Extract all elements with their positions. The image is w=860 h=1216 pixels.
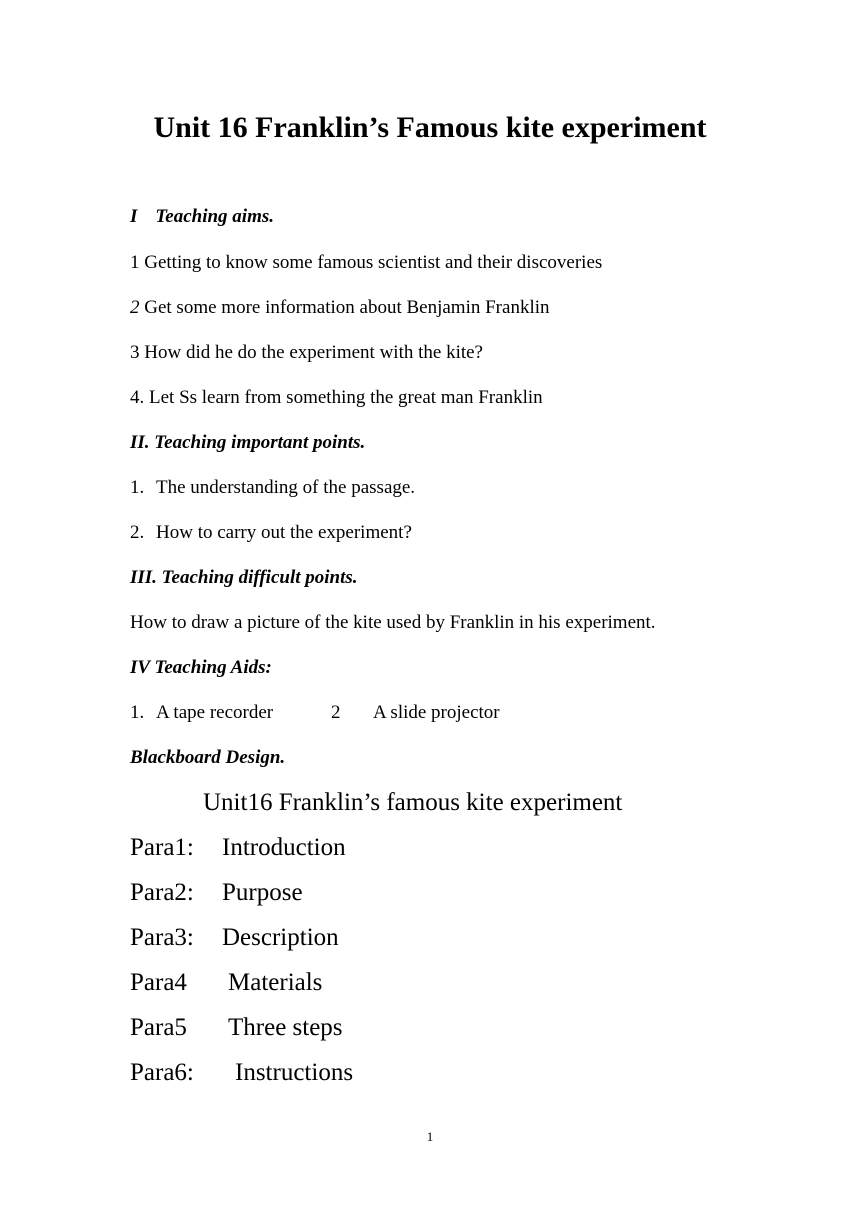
para-5-text: Three steps <box>228 1014 343 1041</box>
para-4-text: Materials <box>228 969 323 996</box>
important-point-1-number: 1. <box>130 477 145 498</box>
aim-item-3-number: 3 <box>130 342 140 363</box>
section-2-heading: II. Teaching important points. <box>130 432 366 453</box>
blackboard-para-5 <box>130 1012 343 1044</box>
blackboard-para-1 <box>130 832 346 864</box>
blackboard-para-3 <box>130 922 339 954</box>
important-point-2-text: How to carry out the experiment? <box>156 522 412 543</box>
aim-item-4-text: Let Ss learn from something the great man Franklin <box>144 387 543 408</box>
aid-1-text: A tape recorder <box>156 702 274 723</box>
page-number: 1 <box>426 1129 434 1144</box>
para-3-text: Description <box>222 924 339 951</box>
para-1-text: Introduction <box>222 834 346 861</box>
para-6-text: Instructions <box>235 1059 354 1086</box>
section-1-heading <box>130 205 274 229</box>
aid-1-number: 1. <box>130 702 145 723</box>
difficult-point-text: How to draw a picture of the kite used by Franklin in his experiment. <box>130 612 656 633</box>
aim-item-4-number: 4. <box>130 387 145 408</box>
blackboard-para-6 <box>130 1057 353 1089</box>
para-5-label: Para5 <box>130 1014 187 1041</box>
important-point-2 <box>130 521 412 545</box>
important-point-1-text: The understanding of the passage. <box>156 477 416 498</box>
para-1-label: Para1: <box>130 834 194 861</box>
aim-item-2-number: 2 <box>130 297 140 318</box>
section-4-heading: IV Teaching Aids: <box>130 657 272 678</box>
blackboard-para-4 <box>130 967 322 999</box>
para-2-text: Purpose <box>222 879 303 906</box>
aim-item-4 <box>130 386 543 410</box>
section-3-heading: III. Teaching difficult points. <box>130 567 358 588</box>
aim-item-2 <box>130 296 550 320</box>
aid-2-text: A slide projector <box>373 702 500 723</box>
aim-item-1 <box>130 251 602 275</box>
section-1-numeral: I <box>130 206 138 227</box>
aim-item-1-text: Getting to know some famous scientist and their discoveries <box>139 252 603 273</box>
para-2-label: Para2: <box>130 879 194 906</box>
important-point-1 <box>130 476 415 500</box>
blackboard-heading: Blackboard Design. <box>130 747 286 768</box>
para-6-label: Para6: <box>130 1059 194 1086</box>
blackboard-title: Unit16 Franklin’s famous kite experiment <box>203 789 623 816</box>
para-3-label: Para3: <box>130 924 194 951</box>
section-1-heading-text: Teaching aims. <box>155 206 274 227</box>
para-4-label: Para4 <box>130 969 187 996</box>
aim-item-1-number: 1 <box>130 252 140 273</box>
aim-item-2-text: Get some more information about Benjamin Franklin <box>139 297 550 318</box>
document-title: Unit 16 Franklin’s Famous kite experiment <box>153 111 707 144</box>
blackboard-para-2 <box>130 877 303 909</box>
aim-item-3-text: How did he do the experiment with the kite? <box>139 342 483 363</box>
teaching-aids-list <box>130 701 500 725</box>
aim-item-3 <box>130 341 483 365</box>
important-point-2-number: 2. <box>130 522 145 543</box>
aid-2-number: 2 <box>331 702 341 723</box>
